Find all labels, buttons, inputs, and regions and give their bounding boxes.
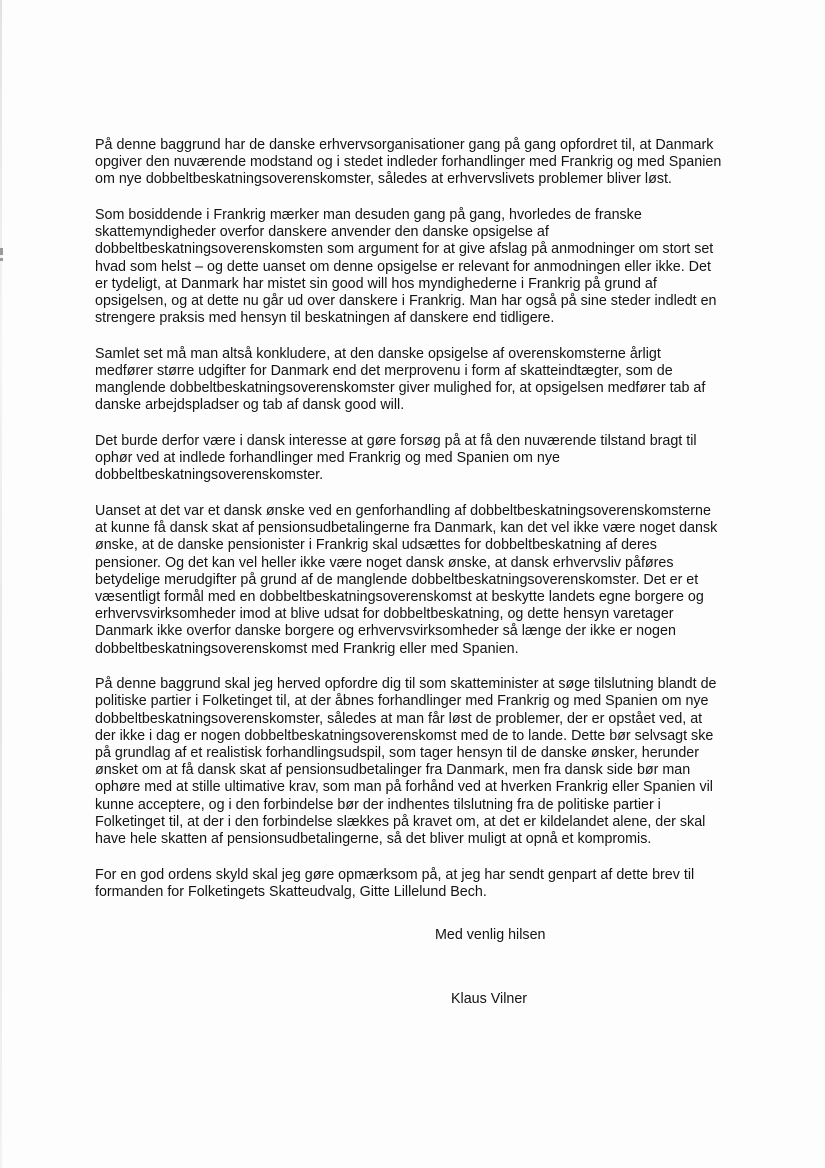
paragraph-line: Samlet set må man altså konkludere, at den danske opsigelse af overenskomsterne årligt <box>95 345 661 362</box>
paragraph-line: opsigelsen, og at dette nu går ud over danskere i Frankrig. Man har også på sine steder indledt en <box>95 293 717 310</box>
paragraph-line: der ikke i dag er nogen dobbeltbeskatningsoverenskomst med de to lande. Dette bør selvsagt ske <box>95 727 714 744</box>
letter-paragraph <box>95 867 735 901</box>
letter-paragraph <box>95 433 735 485</box>
scan-artifact <box>0 258 3 261</box>
paragraph-line: er tydeligt, at Danmark har mistet sin good will hos myndighederne i Frankrig på grund af <box>95 275 657 292</box>
paragraph-line: ønske, at de danske pensionister i Frankrig skal udsættes for dobbeltbeskatning af deres <box>95 537 657 554</box>
paragraph-line: hvad som helst – og dette uanset om denne opsigelse er relevant for anmodningen eller ikke. Det <box>95 258 711 275</box>
paragraph-line: pensioner. Og det kan vel heller ikke være noget dansk ønske, at dansk erhvervsliv påføres <box>95 554 674 571</box>
paragraph-line: strengere praksis med hensyn til beskatningen af danskere end tidligere. <box>95 310 555 327</box>
letter-paragraph <box>95 676 735 848</box>
letter-paragraph <box>95 503 735 658</box>
paragraph-line: dobbeltbeskatningsoverenskomsten som argument for at give afslag på anmodninger om stort set <box>95 241 714 258</box>
paragraph-line: For en god ordens skyld skal jeg gøre opmærksom på, at jeg har sendt genpart af dette brev til <box>95 866 695 883</box>
letter-paragraph <box>95 207 735 327</box>
paragraph-line: På denne baggrund har de danske erhvervsorganisationer gang på gang opfordret til, at Danmark <box>95 137 714 153</box>
paragraph-line: danske arbejdspladser og tab af dansk good will. <box>95 397 405 414</box>
paragraph-line: dobbeltbeskatningsoverenskomster, således at man får løst de problemer, der er opstået ved, at <box>95 710 703 727</box>
scan-edge <box>0 0 2 1168</box>
paragraph-line: dobbeltbeskatningsoverenskomster. <box>95 467 324 484</box>
paragraph-line: væsentligt formål med en dobbeltbeskatningsoverenskomst at beskytte landets egne borgere og <box>95 589 704 606</box>
paragraph-line: Det burde derfor være i dansk interesse at gøre forsøg på at få den nuværende tilstand bragt til <box>95 433 697 450</box>
paragraph-line: på grundlag af et realistisk forhandlingsudspil, som tager hensyn til de danske ønsker, herunder <box>95 745 699 762</box>
scan-artifact <box>0 248 3 255</box>
paragraph-line: manglende dobbeltbeskatningsoverenskomster giver mulighed for, at opsigelsen medfører tab af <box>95 380 706 397</box>
closing-greeting: Med venlig hilsen <box>435 927 546 943</box>
letter-body <box>95 137 735 919</box>
paragraph-line: have hele skatten af pensionsudbetalingerne, så det bliver muligt at opnå et kompromis. <box>95 831 652 848</box>
paragraph-line: ønsket om at få dansk skat af pensionsudbetalinger fra Danmark, men fra dansk side bør man <box>95 762 691 779</box>
paragraph-line: ophør ved at indlede forhandlinger med Frankrig og med Spanien om nye <box>95 450 560 467</box>
paragraph-line: erhvervsvirksomheder imod at blive udsat for dobbeltbeskatning, og dette hensyn varetager <box>95 606 674 623</box>
paragraph-line: om nye dobbeltbeskatningsoverenskomster, således at erhvervslivets problemer bliver løst. <box>95 171 672 188</box>
paragraph-line: Uanset at det var et dansk ønske ved en genforhandling af dobbeltbeskatningsoverenskomsterne <box>95 503 711 520</box>
paragraph-line: at kunne få dansk skat af pensionsudbetalingerne fra Danmark, kan det vel ikke være noget dansk <box>95 520 718 537</box>
paragraph-line: Folketinget til, at der i den forbindelse slækkes på kravet om, at det er kildelandet alene, der skal <box>95 813 706 830</box>
paragraph-line: Danmark ikke overfor danske borgere og erhvervsvirksomheder så længe der ikke er nogen <box>95 623 676 640</box>
paragraph-line: dobbeltbeskatningsoverenskomst med Frankrig eller med Spanien. <box>95 640 519 657</box>
paragraph-line: På denne baggrund skal jeg herved opfordre dig til som skatteminister at søge tilslutning blandt de <box>95 676 717 693</box>
signature-name: Klaus Vilner <box>451 991 528 1007</box>
paragraph-line: skattemyndigheder overfor danskere anvender den danske opsigelse af <box>95 224 549 241</box>
paragraph-line: formanden for Folketingets Skatteudvalg, Gitte Lillelund Bech. <box>95 883 487 900</box>
paragraph-line: politiske partier i Folketinget til, at der åbnes forhandlinger med Frankrig og med Spanien om nye <box>95 693 709 710</box>
letter-paragraph <box>95 137 735 189</box>
letter-paragraph <box>95 346 735 415</box>
paragraph-line: opgiver den nuværende modstand og i stedet indleder forhandlinger med Frankrig og med Spanien <box>95 154 722 171</box>
paragraph-line: ophøre med at stille ultimative krav, som man på forhånd ved at hverken Frankrig eller Spanien vil <box>95 779 713 796</box>
paragraph-line: medfører større udgifter for Danmark end det merprovenu i form af skatteindtægter, som de <box>95 363 673 380</box>
paragraph-line: Som bosiddende i Frankrig mærker man desuden gang på gang, hvorledes de franske <box>95 207 642 223</box>
paragraph-line: kunne acceptere, og i den forbindelse bør der indhentes tilslutning fra de politiske partier i <box>95 796 661 813</box>
paragraph-line: betydelige merudgifter på grund af de manglende dobbeltbeskatningsoverenskomster. Det er et <box>95 571 699 588</box>
